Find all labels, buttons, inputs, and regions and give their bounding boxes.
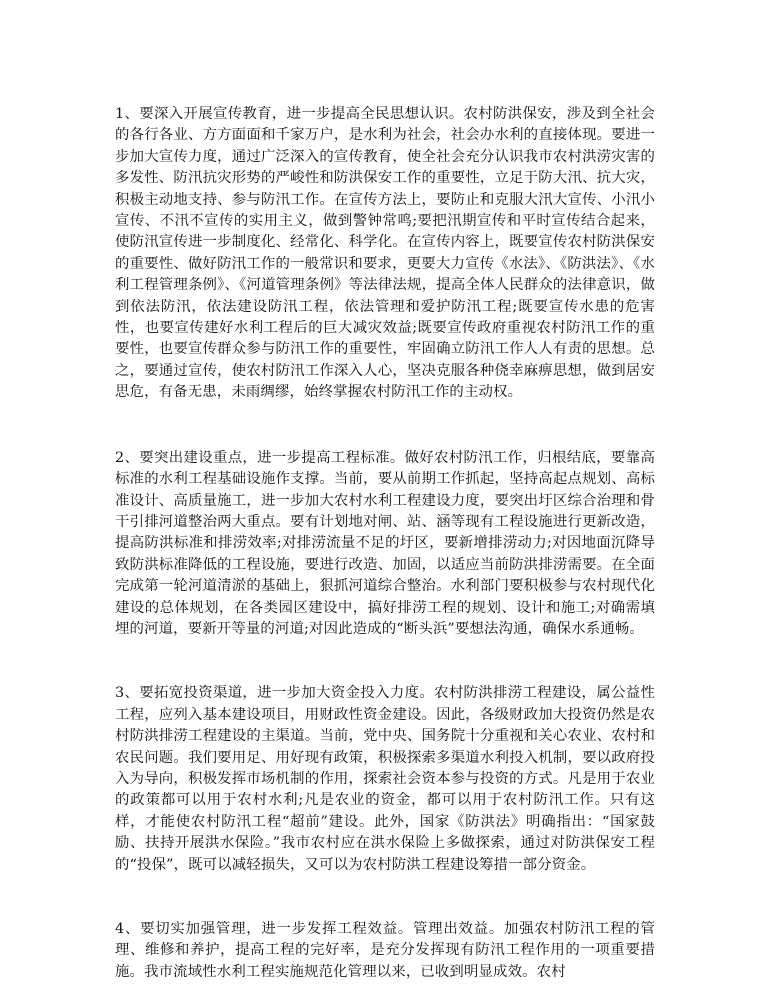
- paragraph-publicity: 1、要深入开展宣传教育，进一步提高全民思想认识。农村防洪保安，涉及到全社会的各行各业、方方面面和千家万户，是水利为社会，社会办水利的直接体现。要进一步加大宣传力度，通过广泛深入的宣传教育，使全社会充分认识我市农村洪涝灾害的多发性、防汛抗灾形势的严峻性和防洪保安工作的重要性，立足于防大汛、抗大灾，积极主动地支持、参与防汛工作。在宣传方法上，要防止和克服大汛大宣传、小汛小宣传、不汛不宣传的实用主义，做到警钟常鸣;要把汛期宣传和平时宣传结合起来，使防汛宣传进一步制度化、经常化、科学化。在宣传内容上，既要宣传农村防洪保安的重要性、做好防汛工作的一般常识和要求，更要大力宣传《水法》、《防洪法》、《水利工程管理条例》、《河道管理条例》等法律法规，提高全体人民群众的法律意识，做到依法防汛，依法建设防汛工程，依法管理和爱护防汛工程;既要宣传水患的危害性，也要宣传建好水利工程后的巨大减灾效益;既要宣传政府重视农村防汛工作的重要性，也要宣传群众参与防汛工作的重要性，牢固确立防汛工作人人有责的思想。总之，要通过宣传，使农村防汛工作深入人心，坚决克服各种侥幸麻痹思想，做到居安思危，有备无患，未雨绸缪，始终掌握农村防汛工作的主动权。: [115, 106, 655, 401]
- paragraph-management: 4、要切实加强管理，进一步发挥工程效益。管理出效益。加强农村防汛工程的管理、维修和养护，提高工程的完好率，是充分发挥现有防汛工程作用的一项重要措施。我市流域性水利工程实施规范化管理以来，已收到明显成效。农村: [115, 921, 655, 980]
- document-body: [115, 104, 655, 983]
- paragraph-investment: 3、要拓宽投资渠道，进一步加大资金投入力度。农村防洪排涝工程建设，属公益性工程，应列入基本建设项目，用财政性资金建设。因此，各级财政加大投资仍然是农村防洪排涝工程建设的主渠道。当前，党中央、国务院十分重视和关心农业、农村和农民问题。我们要用足、用好现有政策，积极探索多渠道水利投入机制，要以政府投入为导向，积极发挥市场机制的作用，探索社会资本参与投资的方式。凡是用于农业的政策都可以用于农村水利;凡是农业的资金，都可以用于农村防汛工作。只有这样，才能使农村防汛工程“超前”建设。此外，国家《防洪法》明确指出：“国家鼓励、扶持开展洪水保险。”我市农村应在洪水保险上多做探索，通过对防洪保安工程的“投保”，既可以减轻损失，又可以为农村防洪工程建设筹措一部分资金。: [115, 685, 655, 873]
- paragraph-engineering-standards: 2、要突出建设重点，进一步提高工程标准。做好农村防汛工作，归根结底，要靠高标准的水利工程基础设施作支撑。当前，要从前期工作抓起，坚持高起点规划、高标准设计、高质量施工，进一步加大农村水利工程建设力度，要突出圩区综合治理和骨干引排河道整治两大重点。要有计划地对闸、站、涵等现有工程设施进行更新改造，提高防洪标准和排涝效率;对排涝流量不足的圩区，要新增排涝动力;对因地面沉降导致防洪标准降低的工程设施，要进行改造、加固，以适应当前防洪排涝需要。在全面完成第一轮河道清淤的基础上，狠抓河道综合整治。水利部门要积极参与农村现代化建设的总体规划，在各类园区建设中，搞好排涝工程的规划、设计和施工;对确需填埋的河道，要新开等量的河道;对因此造成的“断头浜”要想法沟通，确保水系通畅。: [115, 449, 655, 637]
